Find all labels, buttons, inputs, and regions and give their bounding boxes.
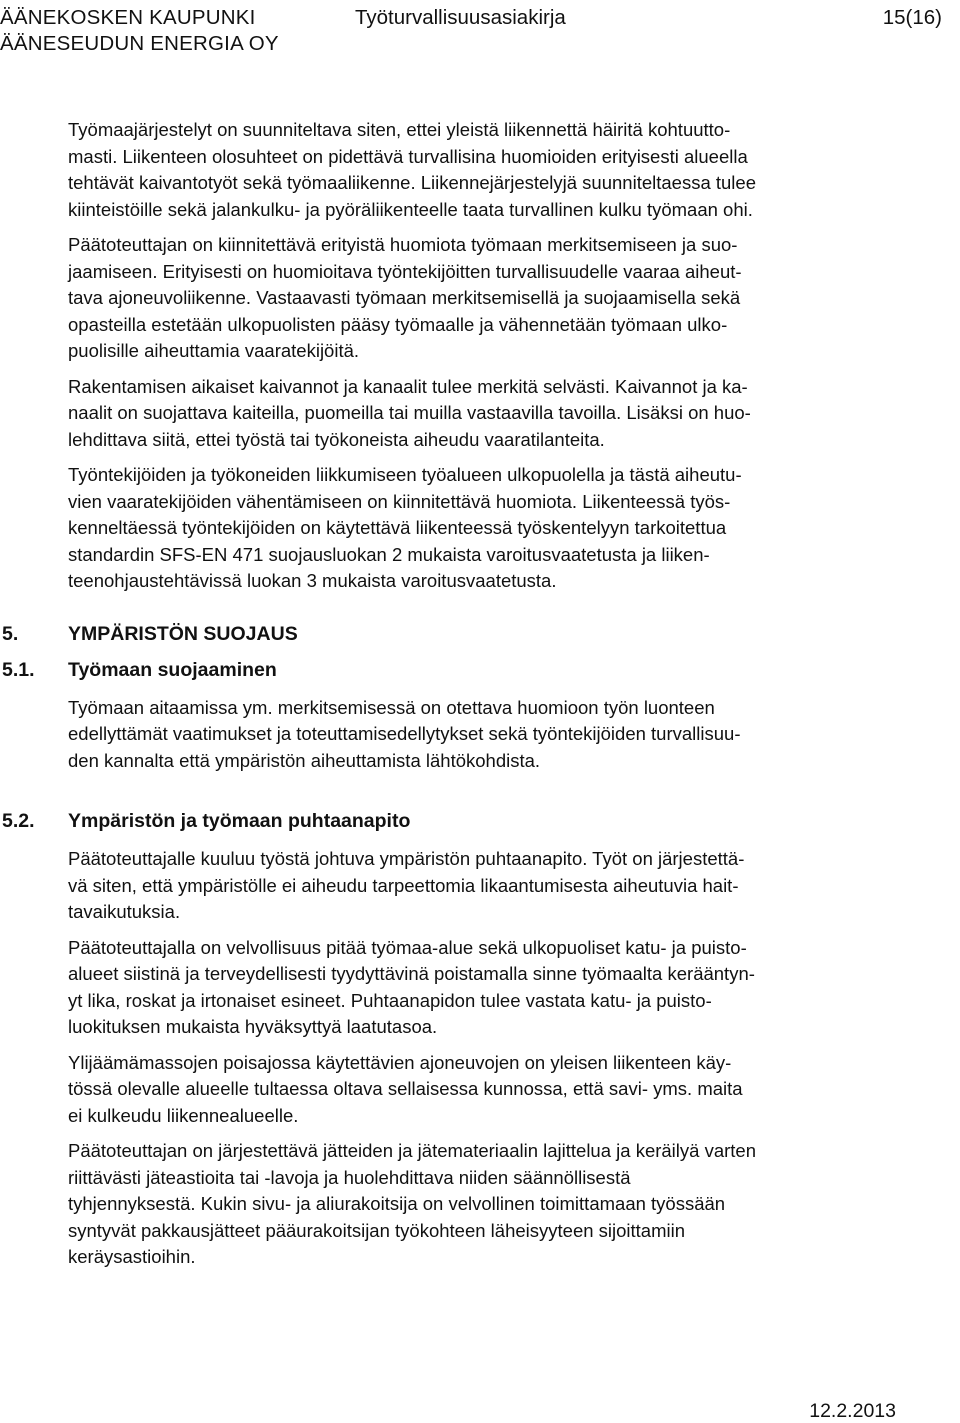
section-heading-5-1: [2, 657, 928, 683]
paragraph-site-fencing: Työmaan aitaamissa ym. merkitsemisessä on otettava huomioon työn luonteen edellyttämät vaatimukset ja toteuttamisedellytykset sekä työntekijöiden turvallisuu- den kannalta että ympäristön aiheuttamista lähtökohdista.: [68, 696, 741, 771]
document-title: Työturvallisuusasiakirja: [355, 6, 566, 29]
document-body: [2, 117, 928, 1280]
section-number-5-2: 5.2.: [2, 810, 35, 832]
section-number-5-1: 5.1.: [2, 658, 35, 681]
section-number-5: 5.: [2, 622, 19, 645]
paragraph-waste-sorting: Päätoteuttajan on järjestettävä jätteiden ja jätemateriaalin lajittelua ja keräilyä varten riittävästi jäteastioita tai -lavoja ja huolehdittava niiden säännöllisestä tyhjennyksestä. Kukin sivu- ja aliurakoitsija on velvollinen toimittamaan työssään syntyvät pakkausjätteet pääurakoitsijan työkohteen läheisyyteen sijoittamiin keräysastioihin.: [68, 1140, 756, 1267]
section-title-5: YMPÄRISTÖN SUOJAUS: [68, 622, 298, 645]
organization-name-1: ÄÄNEKOSKEN KAUPUNKI: [0, 6, 256, 29]
paragraph-cleanup-duty: Päätoteuttajalla on velvollisuus pitää työmaa-alue sekä ulkopuoliset katu- ja puisto- alueet siistinä ja terveydellisesti tyydyttävinä poistamalla sinne työmaalta kerääntyn- yt lika, roskat ja irtonaiset esineet. Puhtaanapidon tulee vastata katu- ja puisto- luokituksen mukaista hyväksyttyä laatutasoa.: [68, 936, 755, 1037]
section-heading-5: [2, 621, 928, 647]
page-number: 15(16): [882, 6, 942, 29]
paragraph-site-marking: Päätoteuttajan on kiinnitettävä erityistä huomiota työmaan merkitsemiseen ja suo- jaamiseen. Erityisesti on huomioitava työntekijöitten turvallisuudelle vaaraa aiheut- tava ajoneuvoliikenne. Vastaavasti työmaan merkitsemisellä ja suojaamisella sekä opasteilla estetään ulkopuolisten pääsy työmaalle ja vähennetään työmaan ulko- puolisille aiheuttamia vaaratekijöitä.: [68, 234, 742, 361]
paragraph-excavations: Rakentamisen aikaiset kaivannot ja kanaalit tulee merkitä selvästi. Kaivannot ja ka- naalit on suojattava kaiteilla, puomeilla tai muilla vastaavilla tavoilla. Lisäksi on huo- lehdittava siitä, ettei työstä tai työkoneista aiheudu vaaratilanteita.: [68, 375, 751, 450]
section-heading-5-2: [2, 808, 928, 834]
organization-name-2: ÄÄNESEUDUN ENERGIA OY: [0, 32, 279, 55]
paragraph-worker-visibility: Työntekijöiden ja työkoneiden liikkumiseen työalueen ulkopuolella ja tästä aiheutu- vien vaaratekijöiden vähentämiseen on kiinnitettävä huomiota. Liikenteessä työs- kenneltäessä työntekijöiden on käytettävä liikenteessä työskentelyyn tarkoitettua standardin SFS-EN 471 suojausluokan 2 mukaista varoitusvaatetusta ja liiken- teenohjaustehtävissä luokan 3 mukaista varoitusvaatetusta.: [68, 464, 742, 591]
section-title-5-1: Työmaan suojaaminen: [68, 658, 277, 681]
page-header: [0, 4, 960, 60]
paragraph-vehicle-condition: Ylijäämämassojen poisajossa käytettävien ajoneuvojen on yleisen liikenteen käy- tössä olevalle alueelle tultaessa oltava sellaisessa kunnossa, että savi- yms. maita ei kulkeudu liikennealueelle.: [68, 1051, 743, 1126]
section-title-5-2: Ympäristön ja työmaan puhtaanapito: [68, 810, 411, 832]
paragraph-cleanliness: Päätoteuttajalle kuuluu työstä johtuva ympäristön puhtaanapito. Työt on järjestettä- vä siten, että ympäristölle ei aiheudu tarpeettomia likaantumisesta aiheutuvia hait- tavaikutuksia.: [68, 848, 745, 922]
footer-date: 12.2.2013: [809, 1400, 896, 1422]
paragraph-traffic-arrangements: Työmaajärjestelyt on suunniteltava siten, ettei yleistä liikennettä häiritä kohtuutto- masti. Liikenteen olosuhteet on pidettävä turvallisina huomioiden erityisesti alueella tehtävät kaivantotyöt sekä työmaaliikenne. Liikennejärjestelyjä suunniteltaessa tulee kiinteistöille sekä jalankulku- ja pyöräliikenteelle taata turvallinen kulku työmaan ohi.: [68, 119, 756, 220]
